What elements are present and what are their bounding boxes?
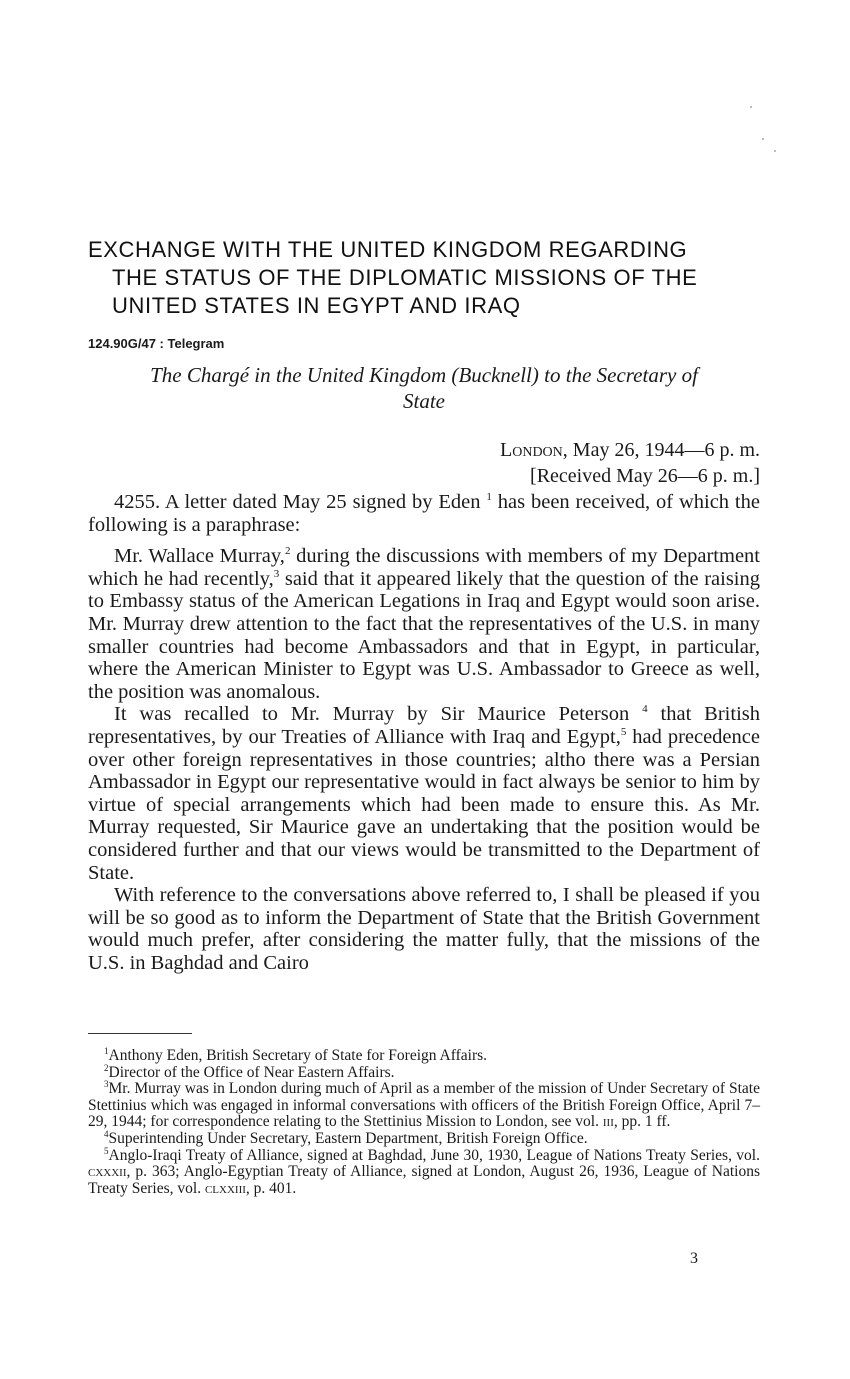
- footnote-1-text: Anthony Eden, British Secretary of State for Foreign Affairs.: [108, 1047, 488, 1064]
- paragraph-3-text-a: It was recalled to Mr. Murray by Sir Maurice Peterson: [114, 703, 643, 726]
- footnote-5-text-b: , p. 363; Anglo-Egyptian Treaty of Alliance, signed at London, August 26, 1936, League of Nations Treaty Series, vol.: [88, 1163, 760, 1197]
- footnote-3-volume: iii: [602, 1113, 614, 1131]
- paragraph-2-text-b: during the discussions with members of my Department which he had recently,: [88, 545, 760, 590]
- title-line-2: THE STATUS OF THE DIPLOMATIC MISSIONS OF THE: [112, 265, 698, 290]
- dateline-place: London: [500, 439, 563, 461]
- subtitle-part-1: The Chargé in the United Kingdom (: [150, 363, 459, 387]
- document-subtitle: [88, 362, 760, 414]
- scan-specks: [740, 98, 780, 188]
- footnote-marker: 1: [486, 491, 492, 504]
- footnote-number: 4: [104, 1128, 109, 1139]
- footnote-3-text-b: , pp. 1 ff.: [613, 1113, 671, 1131]
- paragraph-4: With reference to the conversations above referred to, I shall be pleased if you will be so good as to inform the Department of State that the British Government would much prefer, after considering the matter fully, that the missions of the U.S. in Baghdad and Cairo: [88, 884, 760, 974]
- footnote-4: [88, 1128, 760, 1148]
- footnote-5-volume-1: cxxxii: [88, 1163, 127, 1181]
- footnote-5-volume-2: clxxiii: [204, 1179, 246, 1197]
- footnote-marker: 3: [273, 567, 280, 580]
- footnote-number: 3: [104, 1079, 109, 1090]
- paragraph-3-text-c: had precedence over other foreign representatives in those countries; altho there was a Persian Ambassador in Egypt our representative would in fact always be senior to him by virtue of special arrangements which had been made to ensure this. As Mr. Murray requested, Sir Maurice gave an undertaking that the position would be considered further and that our views would be transmitted to the Department of State.: [88, 725, 760, 884]
- telegram-body: [88, 491, 760, 974]
- paragraph-1-text-b: has been received, of which the following is a paraphrase:: [88, 491, 760, 536]
- document-number: 124.90G/47 : Telegram: [88, 336, 225, 351]
- footnote-4-text: Superintending Under Secretary, Eastern Department, British Foreign Office.: [108, 1129, 588, 1147]
- dateline-received: [Received May 26—6 p. m.]: [530, 465, 760, 487]
- document-title: [88, 236, 760, 320]
- footnote-marker: 2: [284, 545, 291, 558]
- subtitle-name: Bucknell: [458, 363, 532, 387]
- subtitle-line-2: State: [403, 389, 445, 413]
- dateline: [88, 437, 760, 489]
- footnote-number: 1: [104, 1045, 109, 1056]
- title-line-3: UNITED STATES IN EGYPT AND IRAQ: [112, 293, 521, 318]
- footnote-3-text-a: Mr. Murray was in London during much of April as a member of the mission of Under Secretary of State Stettinius which was engaged in informal conversations with officers of the British Foreign Office, April 7–29, 1944; for correspondence relating to the Stettinius Mission to London, see vol.: [88, 1080, 760, 1131]
- title-line-1: EXCHANGE WITH THE UNITED KINGDOM REGARDING: [88, 237, 688, 262]
- footnote-5-text-a: Anglo-Iraqi Treaty of Alliance, signed at Baghdad, June 30, 1930, League of Nations Treaty Series, vol.: [108, 1146, 760, 1164]
- paragraph-3: [88, 703, 760, 884]
- paragraph-2-text-a: Mr. Wallace Murray,: [114, 545, 285, 568]
- footnote-1: [88, 1045, 760, 1065]
- footnote-5-text-c: , p. 401.: [245, 1179, 297, 1197]
- footnote-number: 2: [104, 1062, 109, 1073]
- paragraph-1-text-a: 4255. A letter dated May 25 signed by Eden: [114, 491, 487, 513]
- footnote-3: [88, 1081, 760, 1131]
- footnote-number: 5: [104, 1145, 109, 1156]
- paragraph-3-text-b: that British representatives, by our Treaties of Alliance with Iraq and Egypt,: [88, 703, 760, 748]
- footnote-divider: [88, 1033, 192, 1034]
- footnote-marker: 5: [620, 726, 627, 739]
- footnote-2-text: Director of the Office of Near Eastern Affairs.: [108, 1063, 395, 1081]
- footnote-marker: 4: [642, 703, 648, 716]
- dateline-sent: , May 26, 1944—6 p. m.: [562, 439, 760, 461]
- footnotes: [88, 1045, 760, 1197]
- paragraph-2: [88, 545, 760, 703]
- footnote-2: [88, 1062, 760, 1082]
- subtitle-part-2: ) to the Secretary of: [531, 363, 698, 387]
- paragraph-1: [88, 491, 760, 536]
- page-number: 3: [690, 1250, 698, 1267]
- paragraph-2-text-c: said that it appeared likely that the question of the raising to Embassy status of the American Legations in Iraq and Egypt would soon arise. Mr. Murray drew attention to the fact that the representatives of the U.S. in many smaller countries had become Ambassadors and that in Egypt, in particular, where the American Minister to Egypt was U.S. Ambassador to Greece as well, the position was anomalous.: [88, 567, 760, 703]
- footnote-5: [88, 1145, 760, 1198]
